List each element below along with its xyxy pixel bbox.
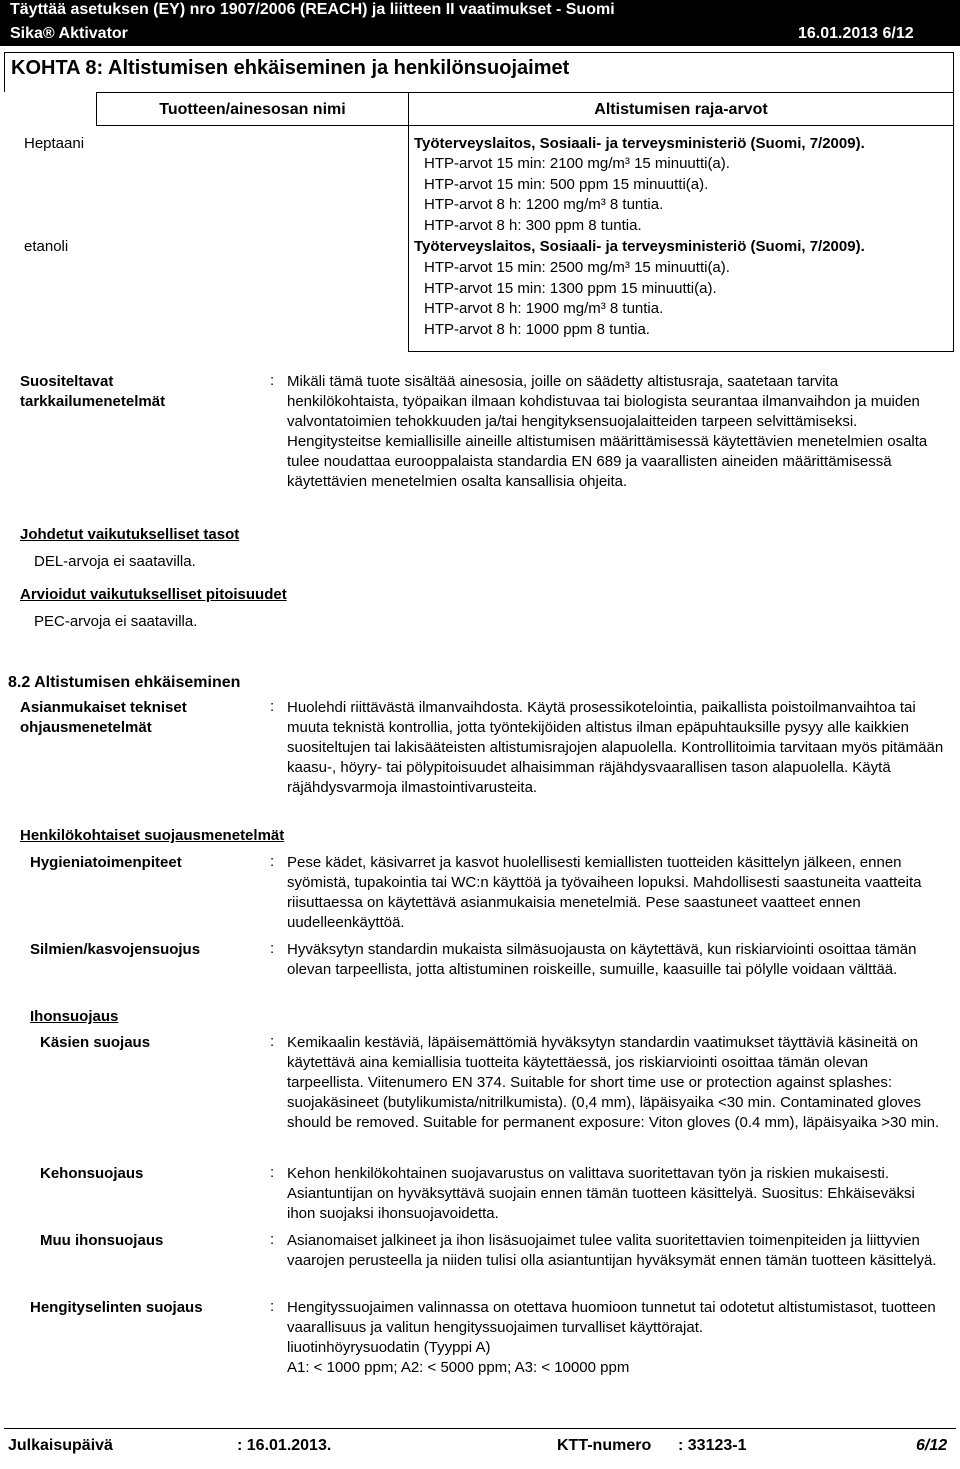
table-col-limits: Altistumisen raja-arvot xyxy=(408,92,954,126)
del-text: DEL-arvoja ei saatavilla. xyxy=(34,553,196,570)
body-text: Kehon henkilökohtainen suojavarustus on valittava suoritettavan työn ja riskien mukaisesti. Asiantuntijan on hyväksyttävä suojain ennen tämän tuotteen käsittelyä. Suositus: Ehkäiseväksi ihon suojaksi ihonsuojavoidetta. xyxy=(287,1165,915,1222)
skin-heading: Ihonsuojaus xyxy=(30,1008,119,1025)
ppe-heading: Henkilökohtaiset suojausmenetelmät xyxy=(20,827,285,844)
pec-heading: Arvioidut vaikutukselliset pitoisuudet xyxy=(20,586,287,603)
hands-label: Käsien suojaus xyxy=(40,1034,151,1051)
footer-ktt-value: : 33123-1 xyxy=(678,1437,747,1454)
regulation-header: Täyttää asetuksen (EY) nro 1907/2006 (REACH) ja liitteen II vaatimukset - Suomi xyxy=(0,0,960,22)
substance-name: etanoli xyxy=(24,238,69,255)
colon: : xyxy=(270,940,275,957)
limit-source: Työterveyslaitos, Sosiaali- ja terveysministeriö (Suomi, 7/2009). xyxy=(414,238,865,255)
engineering-label-line2: ohjausmenetelmät xyxy=(20,719,152,736)
respiratory-text xyxy=(287,1298,947,1378)
colon: : xyxy=(270,1298,275,1315)
monitoring-label-line1: Suositeltavat xyxy=(20,373,114,390)
section-title: KOHTA 8: Altistumisen ehkäiseminen ja henkilönsuojaimet xyxy=(4,52,954,92)
respiratory-text-main: Hengityssuojaimen valinnassa on otettava huomioon tunnetut tai odotetut altistumistasot, tuotteen vaarallisuus ja valitun hengityssuojaimen turvalliset käyttörajat. xyxy=(287,1299,936,1336)
engineering-label-line1: Asianmukaiset tekniset xyxy=(20,699,187,716)
del-heading: Johdetut vaikutukselliset tasot xyxy=(20,526,240,543)
colon: : xyxy=(270,698,275,715)
limit-value: HTP-arvot 15 min: 2500 mg/m³ 15 minuutti(a). xyxy=(424,259,730,276)
substance-name: Heptaani xyxy=(24,135,85,152)
hygiene-label: Hygieniatoimenpiteet xyxy=(30,854,182,871)
footer-page: 6/12 xyxy=(916,1437,948,1454)
limit-value: HTP-arvot 15 min: 1300 ppm 15 minuutti(a). xyxy=(424,280,717,297)
monitoring-label xyxy=(20,372,165,412)
footer-ktt-label: KTT-numero xyxy=(557,1437,652,1454)
hygiene-text: Pese kädet, käsivarret ja kasvot huolellisesti kemiallisten tuotteiden käsittelyn jälkeen, ennen syömistä, tupakointia tai WC:n käyttöä ja työvaiheen lopuksi. Mahdollisesti saastuneita vaatteita riisuttaessa on käytettävä asianmukaisia menetelmiä. Pese saastuneet vaatteet ennen uudelleenkäyttöä. xyxy=(287,854,922,931)
colon: : xyxy=(270,1231,275,1248)
product-header-bar xyxy=(0,22,960,46)
body-label: Kehonsuojaus xyxy=(40,1165,144,1182)
monitoring-text: Mikäli tämä tuote sisältää ainesosia, joille on säädetty altistusraja, saatetaan tarvita henkilökohtaista, työpaikan ilmaan kohdistuvaa tai biologista seurantaa ilmanvaihdon ja muiden valvontatoimien tehokkuuden ja/tai hengityksensuojalaitteiden tarpeen selvittämiseksi. Hengitysteitse kemiallisille aineille altistumisen määrittämisessä käytettävien menetelmien osalta tulee noudattaa eurooppalaista standardia EN 689 ja vaarallisten aineiden määrittämisessä käytettävien menetelmien osalta kansallisia ohjeita. xyxy=(287,373,928,490)
eyes-text: Hyväksytyn standardin mukaista silmäsuojausta on käytettävä, kun riskiarviointi osoittaa tämän olevan tarpeellista, jotta altistuminen roiskeille, sumuille, kaasuille tai pölylle voidaan välttää. xyxy=(287,941,917,978)
limit-value: HTP-arvot 15 min: 500 ppm 15 minuutti(a). xyxy=(424,176,709,193)
product-name: Sika® Aktivator xyxy=(10,25,128,42)
monitoring-label-line2: tarkkailumenetelmät xyxy=(20,393,166,410)
limit-value: HTP-arvot 8 h: 1900 mg/m³ 8 tuntia. xyxy=(424,300,664,317)
colon: : xyxy=(270,372,275,389)
colon: : xyxy=(270,1164,275,1181)
hands-text: Kemikaalin kestäviä, läpäisemättömiä hyväksytyn standardin vaatimukset täyttäviä käsineitä on käytettävä aina kemiallisia tuotteita käytettäessä, jos riskiarviointi osoittaa tämän olevan tarpeellista. Viitenumero EN 374. Suitable for short time use or protection against splashes: suojakäsineet (butylikumista/nitrilkumista). (0,4 mm), läpäisyaika <30 min. Contaminated gloves should be removed. Suitable for permanent exposure: Viton gloves (0.4 mm), läpäisyaika >30 min. xyxy=(287,1034,940,1131)
limit-value: HTP-arvot 8 h: 1200 mg/m³ 8 tuntia. xyxy=(424,196,664,213)
pec-text: PEC-arvoja ei saatavilla. xyxy=(34,613,198,630)
other-skin-text: Asianomaiset jalkineet ja ihon lisäsuojaimet tulee valita suoritettavien toimenpiteiden ja liittyvien vaarojen perusteella ja niiden tulisi olla asiantuntijan hyväksymät ennen tämän tuotteen käsittelyä. xyxy=(287,1232,937,1269)
colon: : xyxy=(270,853,275,870)
engineering-text: Huolehdi riittävästä ilmanvaihdosta. Käytä prosessikotelointia, paikallista poistoilmanvaihtoa tai muuta teknistä kontrollia, jotta työntekijöiden altistus ilman epäpuhtauksille pysyy alle kaikkien suositeltujen tai lakisääteisten altistumisrajojen alapuolella. Kontrollitoimia tarvitaan myös pitämään kaasu-, höyry- tai pölypitoisuudet alhaisimman räjähdysvaarallisen tason alapuolella. Käytä räjähdysvarmoja ilmastointivarusteita. xyxy=(287,699,944,796)
date-page: 16.01.2013 6/12 xyxy=(798,25,914,42)
respiratory-label: Hengityselinten suojaus xyxy=(30,1299,203,1316)
eyes-label: Silmien/kasvojensuojus xyxy=(30,941,201,958)
section-8-2-title: 8.2 Altistumisen ehkäiseminen xyxy=(8,674,241,691)
engineering-label xyxy=(20,698,187,738)
limit-source: Työterveyslaitos, Sosiaali- ja terveysministeriö (Suomi, 7/2009). xyxy=(414,135,865,152)
other-skin-label: Muu ihonsuojaus xyxy=(40,1232,164,1249)
footer-divider xyxy=(4,1428,956,1429)
limit-value: HTP-arvot 8 h: 300 ppm 8 tuntia. xyxy=(424,217,642,234)
footer-pub-label: Julkaisupäivä xyxy=(8,1437,113,1454)
table-col-name: Tuotteen/ainesosan nimi xyxy=(96,92,408,126)
limit-value: HTP-arvot 15 min: 2100 mg/m³ 15 minuutti(a). xyxy=(424,155,730,172)
respiratory-classes: A1: < 1000 ppm; A2: < 5000 ppm; A3: < 10000 ppm xyxy=(287,1359,630,1376)
footer-pub-date: : 16.01.2013. xyxy=(237,1437,332,1454)
respiratory-filter: liuotinhöyrysuodatin (Tyyppi A) xyxy=(287,1339,491,1356)
colon: : xyxy=(270,1033,275,1050)
limit-value: HTP-arvot 8 h: 1000 ppm 8 tuntia. xyxy=(424,321,650,338)
